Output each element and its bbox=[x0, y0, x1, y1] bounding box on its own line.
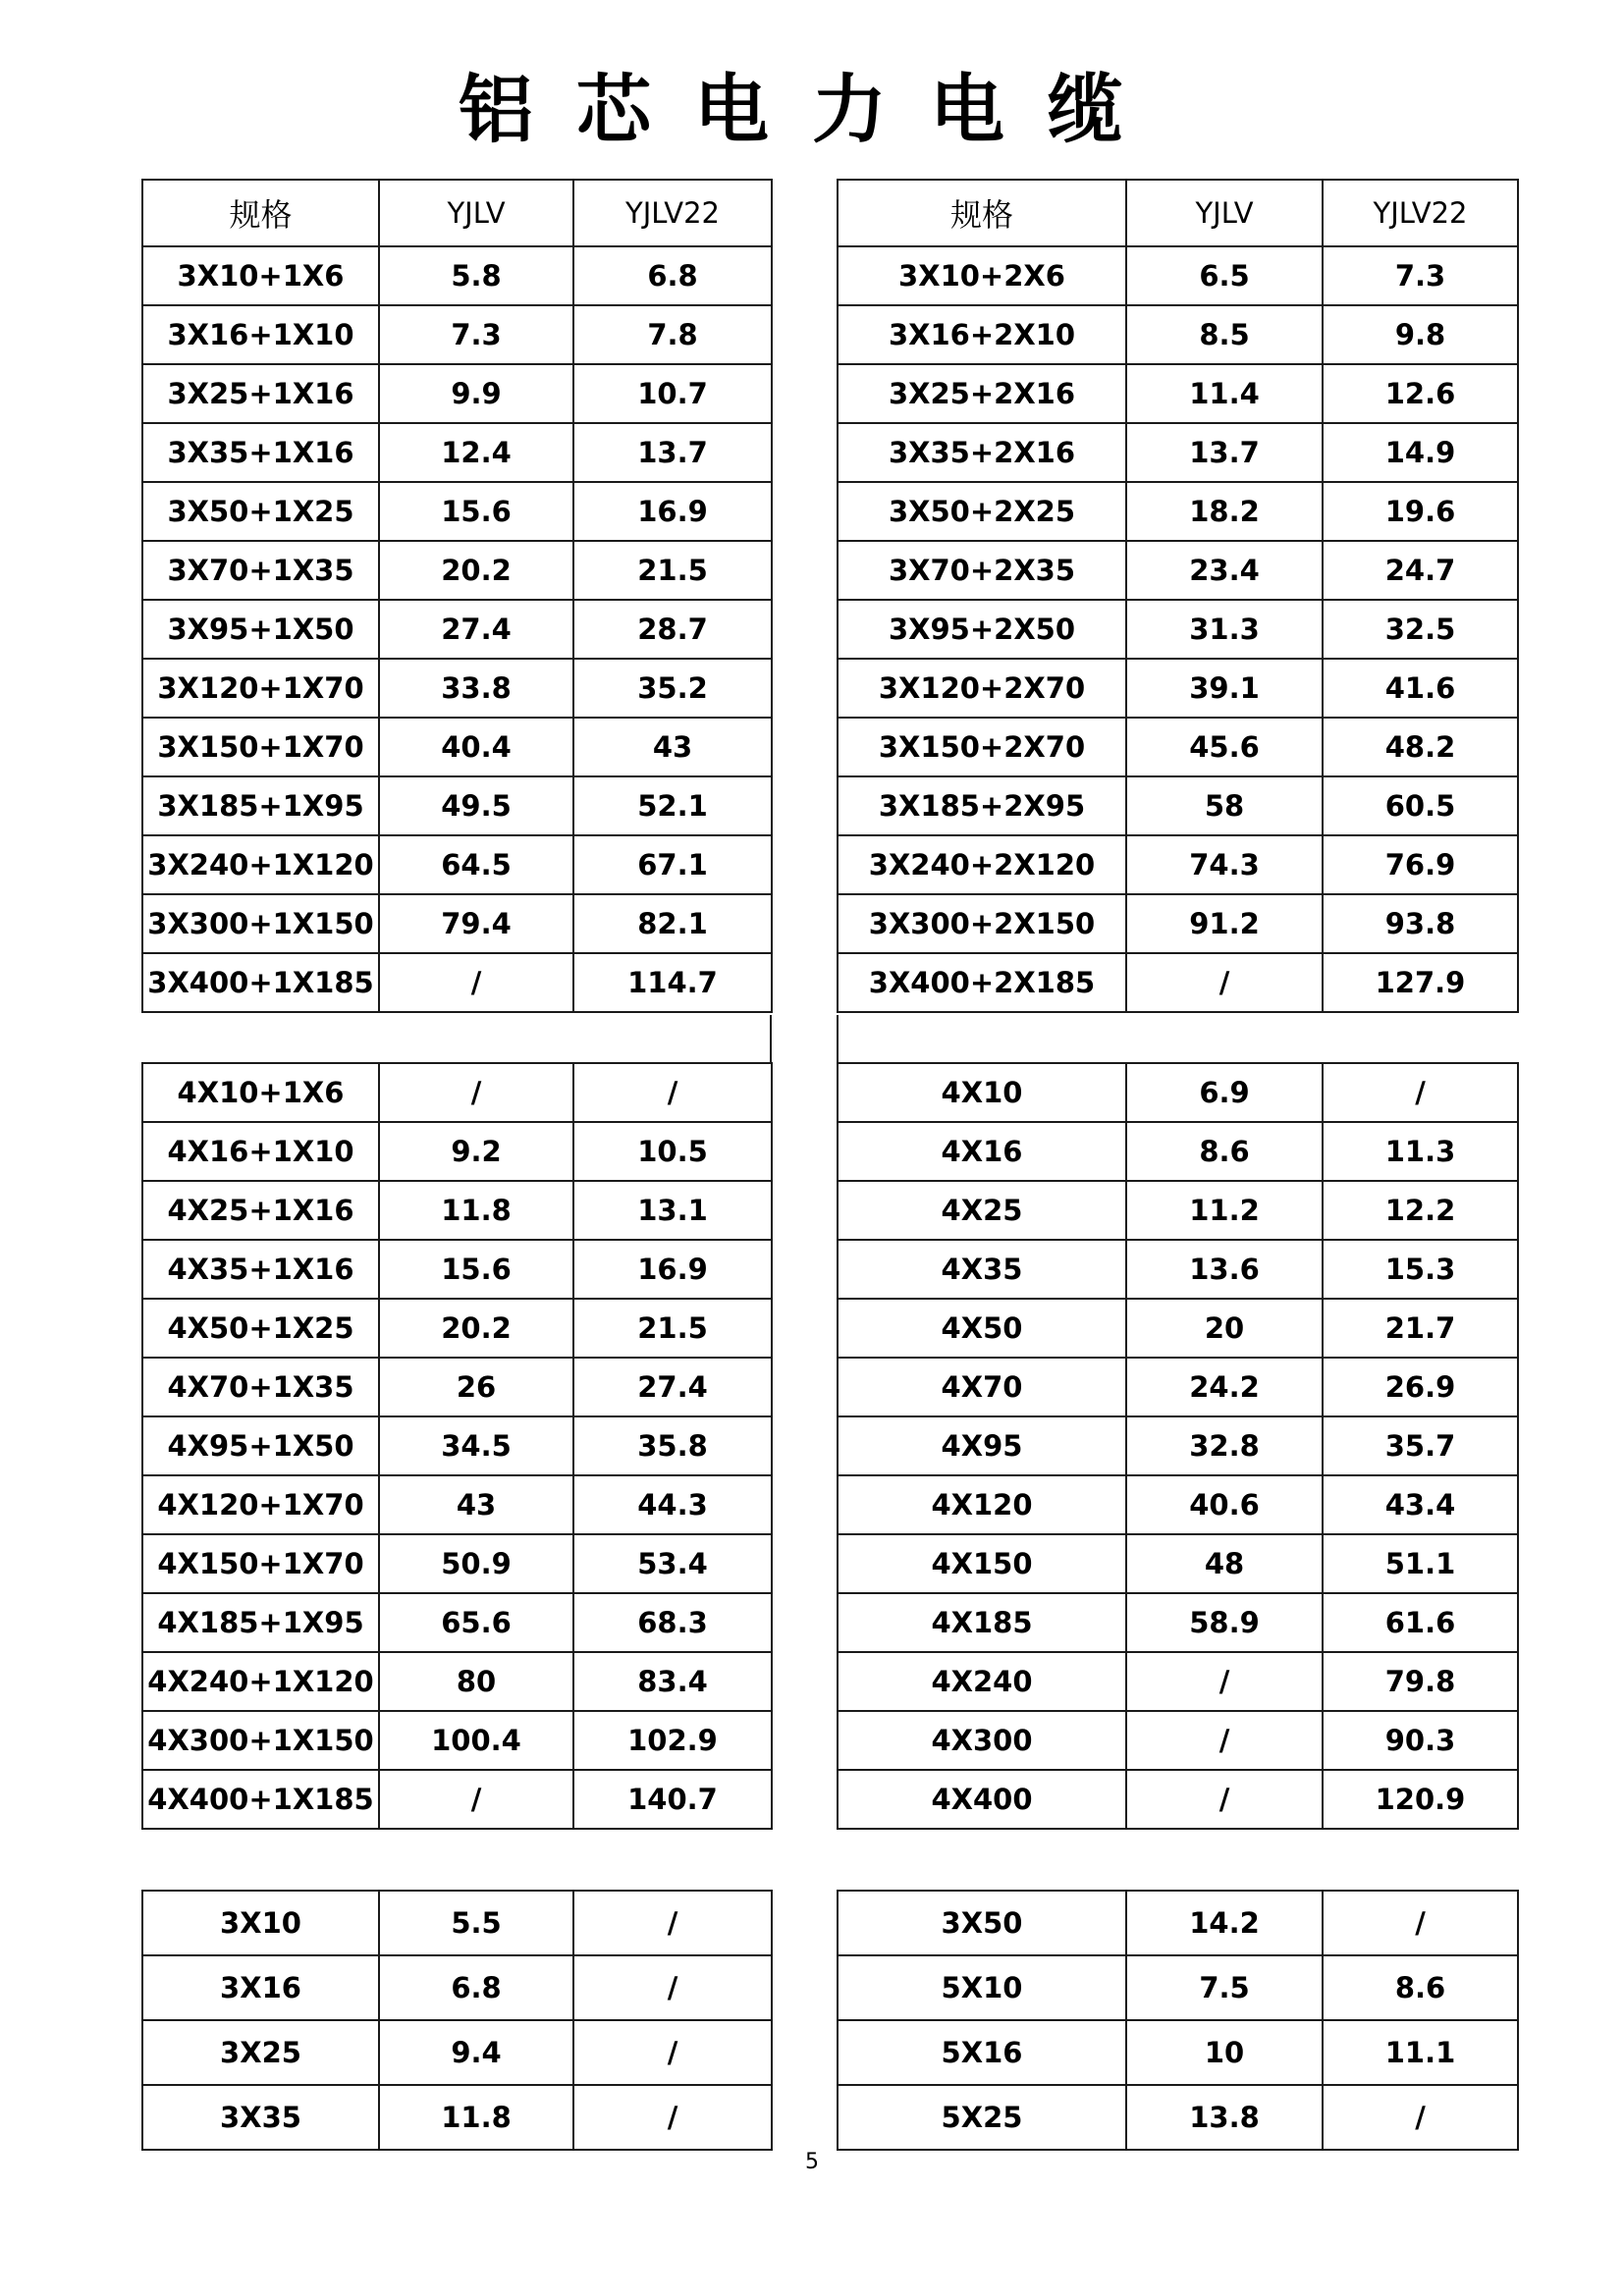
yjlv22-cell: / bbox=[573, 2085, 772, 2150]
table-row bbox=[142, 1534, 772, 1593]
table-row bbox=[838, 1299, 1518, 1358]
spec-cell: 4X300 bbox=[838, 1711, 1126, 1770]
spec-cell: 3X240+2X120 bbox=[838, 835, 1126, 894]
spec-cell: 4X150 bbox=[838, 1534, 1126, 1593]
yjlv22-cell: 11.1 bbox=[1323, 2020, 1518, 2085]
table-row bbox=[142, 364, 772, 423]
table-row bbox=[838, 659, 1518, 718]
spec-cell: 5X16 bbox=[838, 2020, 1126, 2085]
spec-cell: 3X95+2X50 bbox=[838, 600, 1126, 659]
page-number: 5 bbox=[805, 2150, 819, 2174]
table-row bbox=[142, 1358, 772, 1416]
spec-cell: 4X120 bbox=[838, 1475, 1126, 1534]
spec-cell: 5X10 bbox=[838, 1955, 1126, 2020]
spec-cell: 4X400+1X185 bbox=[142, 1770, 379, 1829]
table-row bbox=[838, 894, 1518, 953]
table-row bbox=[838, 1770, 1518, 1829]
yjlv22-cell: 26.9 bbox=[1323, 1358, 1518, 1416]
yjlv22-cell: 8.6 bbox=[1323, 1955, 1518, 2020]
yjlv-cell: 79.4 bbox=[379, 894, 573, 953]
yjlv-cell: 33.8 bbox=[379, 659, 573, 718]
yjlv-cell: 20.2 bbox=[379, 541, 573, 600]
table-row bbox=[838, 364, 1518, 423]
yjlv-cell: 11.4 bbox=[1126, 364, 1323, 423]
table-row bbox=[142, 2085, 772, 2150]
table-4core bbox=[837, 1062, 1519, 1830]
table-row bbox=[838, 305, 1518, 364]
yjlv22-cell: 93.8 bbox=[1323, 894, 1518, 953]
yjlv22-cell: / bbox=[573, 2020, 772, 2085]
yjlv22-cell: 14.9 bbox=[1323, 423, 1518, 482]
column-header: YJLV bbox=[1126, 180, 1323, 246]
yjlv-cell: 58 bbox=[1126, 776, 1323, 835]
spec-cell: 4X16 bbox=[838, 1122, 1126, 1181]
column-header: YJLV bbox=[379, 180, 573, 246]
spec-cell: 4X25 bbox=[838, 1181, 1126, 1240]
table-row bbox=[142, 1652, 772, 1711]
yjlv-cell: 39.1 bbox=[1126, 659, 1323, 718]
yjlv-cell: 15.6 bbox=[379, 1240, 573, 1299]
yjlv-cell: 34.5 bbox=[379, 1416, 573, 1475]
table-row bbox=[142, 1416, 772, 1475]
yjlv-cell: 9.9 bbox=[379, 364, 573, 423]
yjlv22-cell: 51.1 bbox=[1323, 1534, 1518, 1593]
spec-cell: 3X120+1X70 bbox=[142, 659, 379, 718]
spec-cell: 3X240+1X120 bbox=[142, 835, 379, 894]
spec-cell: 3X16 bbox=[142, 1955, 379, 2020]
table-row bbox=[142, 246, 772, 305]
spec-cell: 3X25 bbox=[142, 2020, 379, 2085]
table-row bbox=[838, 1240, 1518, 1299]
yjlv22-cell: 13.1 bbox=[573, 1181, 772, 1240]
spec-cell: 3X35 bbox=[142, 2085, 379, 2150]
yjlv-cell: 80 bbox=[379, 1652, 573, 1711]
yjlv-cell: 8.5 bbox=[1126, 305, 1323, 364]
yjlv22-cell: 102.9 bbox=[573, 1711, 772, 1770]
yjlv-cell: 6.8 bbox=[379, 1955, 573, 2020]
table-row bbox=[838, 1652, 1518, 1711]
yjlv-cell: 18.2 bbox=[1126, 482, 1323, 541]
yjlv22-cell: 53.4 bbox=[573, 1534, 772, 1593]
yjlv-cell: 50.9 bbox=[379, 1534, 573, 1593]
yjlv-cell: 43 bbox=[379, 1475, 573, 1534]
yjlv22-cell: 127.9 bbox=[1323, 953, 1518, 1012]
spec-cell: 3X400+2X185 bbox=[838, 953, 1126, 1012]
yjlv-cell: 27.4 bbox=[379, 600, 573, 659]
yjlv22-cell: 6.8 bbox=[573, 246, 772, 305]
yjlv22-cell: 67.1 bbox=[573, 835, 772, 894]
yjlv-cell: / bbox=[379, 1770, 573, 1829]
table-row bbox=[838, 1122, 1518, 1181]
page-title: 铝芯电力电缆 bbox=[459, 66, 1165, 153]
spec-cell: 4X300+1X150 bbox=[142, 1711, 379, 1770]
table-row bbox=[142, 1181, 772, 1240]
yjlv-cell: / bbox=[1126, 1770, 1323, 1829]
table-row bbox=[142, 1475, 772, 1534]
yjlv-cell: 13.8 bbox=[1126, 2085, 1323, 2150]
spec-cell: 4X10+1X6 bbox=[142, 1063, 379, 1122]
column-header: YJLV22 bbox=[1323, 180, 1518, 246]
spec-cell: 3X95+1X50 bbox=[142, 600, 379, 659]
yjlv22-cell: 12.6 bbox=[1323, 364, 1518, 423]
yjlv-cell: 6.5 bbox=[1126, 246, 1323, 305]
yjlv-cell: 11.2 bbox=[1126, 1181, 1323, 1240]
spec-cell: 4X35+1X16 bbox=[142, 1240, 379, 1299]
yjlv22-cell: 43 bbox=[573, 718, 772, 776]
yjlv22-cell: 11.3 bbox=[1323, 1122, 1518, 1181]
spec-cell: 3X150+2X70 bbox=[838, 718, 1126, 776]
yjlv-cell: 23.4 bbox=[1126, 541, 1323, 600]
yjlv-cell: / bbox=[379, 1063, 573, 1122]
table-row bbox=[838, 1711, 1518, 1770]
yjlv22-cell: 21.7 bbox=[1323, 1299, 1518, 1358]
table-row bbox=[142, 1711, 772, 1770]
table-row bbox=[142, 1299, 772, 1358]
yjlv-cell: 20 bbox=[1126, 1299, 1323, 1358]
yjlv22-cell: 76.9 bbox=[1323, 835, 1518, 894]
gap-rule-right bbox=[837, 1015, 839, 1062]
table-row bbox=[142, 953, 772, 1012]
yjlv22-cell: 120.9 bbox=[1323, 1770, 1518, 1829]
spec-cell: 3X300+1X150 bbox=[142, 894, 379, 953]
table-row bbox=[838, 835, 1518, 894]
table-row bbox=[838, 600, 1518, 659]
spec-cell: 3X185+2X95 bbox=[838, 776, 1126, 835]
yjlv22-cell: 44.3 bbox=[573, 1475, 772, 1534]
yjlv22-cell: 90.3 bbox=[1323, 1711, 1518, 1770]
yjlv22-cell: 35.8 bbox=[573, 1416, 772, 1475]
table-row bbox=[142, 423, 772, 482]
table-row bbox=[142, 305, 772, 364]
yjlv22-cell: 61.6 bbox=[1323, 1593, 1518, 1652]
table-row bbox=[838, 423, 1518, 482]
spec-cell: 3X185+1X95 bbox=[142, 776, 379, 835]
yjlv22-cell: 12.2 bbox=[1323, 1181, 1518, 1240]
table-row bbox=[838, 1593, 1518, 1652]
yjlv-cell: 6.9 bbox=[1126, 1063, 1323, 1122]
table-row bbox=[838, 953, 1518, 1012]
spec-cell: 4X185 bbox=[838, 1593, 1126, 1652]
yjlv-cell: 48 bbox=[1126, 1534, 1323, 1593]
table-row bbox=[142, 1891, 772, 1955]
yjlv-cell: 10 bbox=[1126, 2020, 1323, 2085]
table-misc-core bbox=[837, 1890, 1519, 2151]
yjlv22-cell: 16.9 bbox=[573, 1240, 772, 1299]
spec-cell: 3X25+2X16 bbox=[838, 364, 1126, 423]
yjlv22-cell: 21.5 bbox=[573, 541, 772, 600]
yjlv-cell: 74.3 bbox=[1126, 835, 1323, 894]
spec-cell: 3X70+2X35 bbox=[838, 541, 1126, 600]
yjlv22-cell: 48.2 bbox=[1323, 718, 1518, 776]
column-header: 规格 bbox=[838, 180, 1126, 246]
spec-cell: 4X50+1X25 bbox=[142, 1299, 379, 1358]
table-row bbox=[142, 718, 772, 776]
spec-cell: 4X50 bbox=[838, 1299, 1126, 1358]
yjlv22-cell: 43.4 bbox=[1323, 1475, 1518, 1534]
spec-cell: 3X120+2X70 bbox=[838, 659, 1126, 718]
table-row bbox=[838, 1891, 1518, 1955]
table-row bbox=[838, 1955, 1518, 2020]
spec-cell: 4X95 bbox=[838, 1416, 1126, 1475]
spec-cell: 3X50 bbox=[838, 1891, 1126, 1955]
yjlv22-cell: 19.6 bbox=[1323, 482, 1518, 541]
yjlv22-cell: / bbox=[573, 1063, 772, 1122]
table-row bbox=[838, 776, 1518, 835]
yjlv-cell: 20.2 bbox=[379, 1299, 573, 1358]
spec-cell: 4X70+1X35 bbox=[142, 1358, 379, 1416]
yjlv-cell: 40.6 bbox=[1126, 1475, 1323, 1534]
table-3core-plus-2 bbox=[837, 179, 1519, 1013]
yjlv-cell: 13.7 bbox=[1126, 423, 1323, 482]
spec-cell: 3X10+1X6 bbox=[142, 246, 379, 305]
yjlv22-cell: / bbox=[1323, 1063, 1518, 1122]
spec-cell: 3X50+2X25 bbox=[838, 482, 1126, 541]
yjlv22-cell: / bbox=[573, 1891, 772, 1955]
table-row bbox=[142, 482, 772, 541]
yjlv-cell: 9.4 bbox=[379, 2020, 573, 2085]
table-row bbox=[838, 246, 1518, 305]
table-row bbox=[142, 1955, 772, 2020]
yjlv-cell: 31.3 bbox=[1126, 600, 1323, 659]
table-header-row bbox=[142, 180, 772, 246]
table-row bbox=[142, 2020, 772, 2085]
yjlv-cell: 5.5 bbox=[379, 1891, 573, 1955]
yjlv22-cell: 140.7 bbox=[573, 1770, 772, 1829]
yjlv-cell: 64.5 bbox=[379, 835, 573, 894]
yjlv-cell: 11.8 bbox=[379, 1181, 573, 1240]
yjlv22-cell: 83.4 bbox=[573, 1652, 772, 1711]
yjlv-cell: 12.4 bbox=[379, 423, 573, 482]
table-row bbox=[838, 1063, 1518, 1122]
table-3core bbox=[141, 1890, 773, 2151]
yjlv22-cell: 7.3 bbox=[1323, 246, 1518, 305]
yjlv22-cell: 82.1 bbox=[573, 894, 772, 953]
yjlv-cell: 7.3 bbox=[379, 305, 573, 364]
yjlv22-cell: 60.5 bbox=[1323, 776, 1518, 835]
yjlv-cell: 26 bbox=[379, 1358, 573, 1416]
yjlv-cell: 7.5 bbox=[1126, 1955, 1323, 2020]
spec-cell: 3X35+1X16 bbox=[142, 423, 379, 482]
table-row bbox=[142, 659, 772, 718]
yjlv22-cell: 27.4 bbox=[573, 1358, 772, 1416]
yjlv-cell: 5.8 bbox=[379, 246, 573, 305]
table-row bbox=[838, 1475, 1518, 1534]
yjlv-cell: 40.4 bbox=[379, 718, 573, 776]
yjlv-cell: / bbox=[1126, 1652, 1323, 1711]
spec-cell: 4X120+1X70 bbox=[142, 1475, 379, 1534]
spec-cell: 5X25 bbox=[838, 2085, 1126, 2150]
table-row bbox=[142, 541, 772, 600]
yjlv22-cell: 24.7 bbox=[1323, 541, 1518, 600]
yjlv22-cell: 32.5 bbox=[1323, 600, 1518, 659]
yjlv-cell: 14.2 bbox=[1126, 1891, 1323, 1955]
yjlv-cell: 91.2 bbox=[1126, 894, 1323, 953]
spec-cell: 4X70 bbox=[838, 1358, 1126, 1416]
yjlv22-cell: 9.8 bbox=[1323, 305, 1518, 364]
table-row bbox=[142, 1770, 772, 1829]
gap-rule-left bbox=[770, 1015, 772, 1062]
yjlv22-cell: 41.6 bbox=[1323, 659, 1518, 718]
yjlv22-cell: 114.7 bbox=[573, 953, 772, 1012]
yjlv22-cell: 15.3 bbox=[1323, 1240, 1518, 1299]
yjlv22-cell: 13.7 bbox=[573, 423, 772, 482]
spec-cell: 3X10 bbox=[142, 1891, 379, 1955]
yjlv22-cell: 21.5 bbox=[573, 1299, 772, 1358]
table-row bbox=[142, 1122, 772, 1181]
yjlv22-cell: / bbox=[573, 1955, 772, 2020]
spec-cell: 4X240 bbox=[838, 1652, 1126, 1711]
table-row bbox=[142, 1240, 772, 1299]
yjlv-cell: 15.6 bbox=[379, 482, 573, 541]
spec-cell: 3X300+2X150 bbox=[838, 894, 1126, 953]
table-row bbox=[838, 1534, 1518, 1593]
spec-cell: 3X10+2X6 bbox=[838, 246, 1126, 305]
table-row bbox=[838, 482, 1518, 541]
yjlv22-cell: 35.2 bbox=[573, 659, 772, 718]
table-row bbox=[838, 718, 1518, 776]
spec-cell: 4X16+1X10 bbox=[142, 1122, 379, 1181]
yjlv22-cell: 10.7 bbox=[573, 364, 772, 423]
yjlv22-cell: 35.7 bbox=[1323, 1416, 1518, 1475]
table-row bbox=[142, 776, 772, 835]
yjlv-cell: / bbox=[1126, 953, 1323, 1012]
yjlv-cell: 100.4 bbox=[379, 1711, 573, 1770]
spec-cell: 4X10 bbox=[838, 1063, 1126, 1122]
spec-cell: 4X25+1X16 bbox=[142, 1181, 379, 1240]
table-row bbox=[142, 600, 772, 659]
yjlv-cell: 49.5 bbox=[379, 776, 573, 835]
yjlv22-cell: 68.3 bbox=[573, 1593, 772, 1652]
spec-cell: 3X25+1X16 bbox=[142, 364, 379, 423]
yjlv-cell: 11.8 bbox=[379, 2085, 573, 2150]
spec-cell: 4X240+1X120 bbox=[142, 1652, 379, 1711]
spec-cell: 3X50+1X25 bbox=[142, 482, 379, 541]
yjlv22-cell: 28.7 bbox=[573, 600, 772, 659]
yjlv22-cell: 10.5 bbox=[573, 1122, 772, 1181]
table-row bbox=[838, 1181, 1518, 1240]
table-row bbox=[838, 1358, 1518, 1416]
table-row bbox=[142, 835, 772, 894]
spec-cell: 4X400 bbox=[838, 1770, 1126, 1829]
spec-cell: 3X150+1X70 bbox=[142, 718, 379, 776]
table-row bbox=[838, 2020, 1518, 2085]
column-header: 规格 bbox=[142, 180, 379, 246]
table-row bbox=[142, 1063, 772, 1122]
table-header-row bbox=[838, 180, 1518, 246]
spec-cell: 4X185+1X95 bbox=[142, 1593, 379, 1652]
yjlv-cell: 9.2 bbox=[379, 1122, 573, 1181]
spec-cell: 4X150+1X70 bbox=[142, 1534, 379, 1593]
yjlv-cell: 58.9 bbox=[1126, 1593, 1323, 1652]
yjlv-cell: / bbox=[1126, 1711, 1323, 1770]
table-3core-plus-1 bbox=[141, 179, 773, 1013]
yjlv22-cell: 79.8 bbox=[1323, 1652, 1518, 1711]
yjlv-cell: 8.6 bbox=[1126, 1122, 1323, 1181]
spec-cell: 3X35+2X16 bbox=[838, 423, 1126, 482]
yjlv-cell: 65.6 bbox=[379, 1593, 573, 1652]
spec-cell: 3X70+1X35 bbox=[142, 541, 379, 600]
yjlv22-cell: / bbox=[1323, 1891, 1518, 1955]
table-row bbox=[838, 541, 1518, 600]
yjlv22-cell: 16.9 bbox=[573, 482, 772, 541]
spec-cell: 3X16+1X10 bbox=[142, 305, 379, 364]
column-header: YJLV22 bbox=[573, 180, 772, 246]
yjlv22-cell: 7.8 bbox=[573, 305, 772, 364]
yjlv-cell: 13.6 bbox=[1126, 1240, 1323, 1299]
spec-cell: 3X16+2X10 bbox=[838, 305, 1126, 364]
yjlv-cell: / bbox=[379, 953, 573, 1012]
spec-cell: 4X95+1X50 bbox=[142, 1416, 379, 1475]
spec-cell: 3X400+1X185 bbox=[142, 953, 379, 1012]
spec-cell: 4X35 bbox=[838, 1240, 1126, 1299]
yjlv22-cell: / bbox=[1323, 2085, 1518, 2150]
table-row bbox=[142, 1593, 772, 1652]
yjlv-cell: 45.6 bbox=[1126, 718, 1323, 776]
table-row bbox=[838, 1416, 1518, 1475]
table-row bbox=[838, 2085, 1518, 2150]
table-row bbox=[142, 894, 772, 953]
yjlv-cell: 32.8 bbox=[1126, 1416, 1323, 1475]
yjlv22-cell: 52.1 bbox=[573, 776, 772, 835]
yjlv-cell: 24.2 bbox=[1126, 1358, 1323, 1416]
table-4core-plus-1 bbox=[141, 1062, 773, 1830]
